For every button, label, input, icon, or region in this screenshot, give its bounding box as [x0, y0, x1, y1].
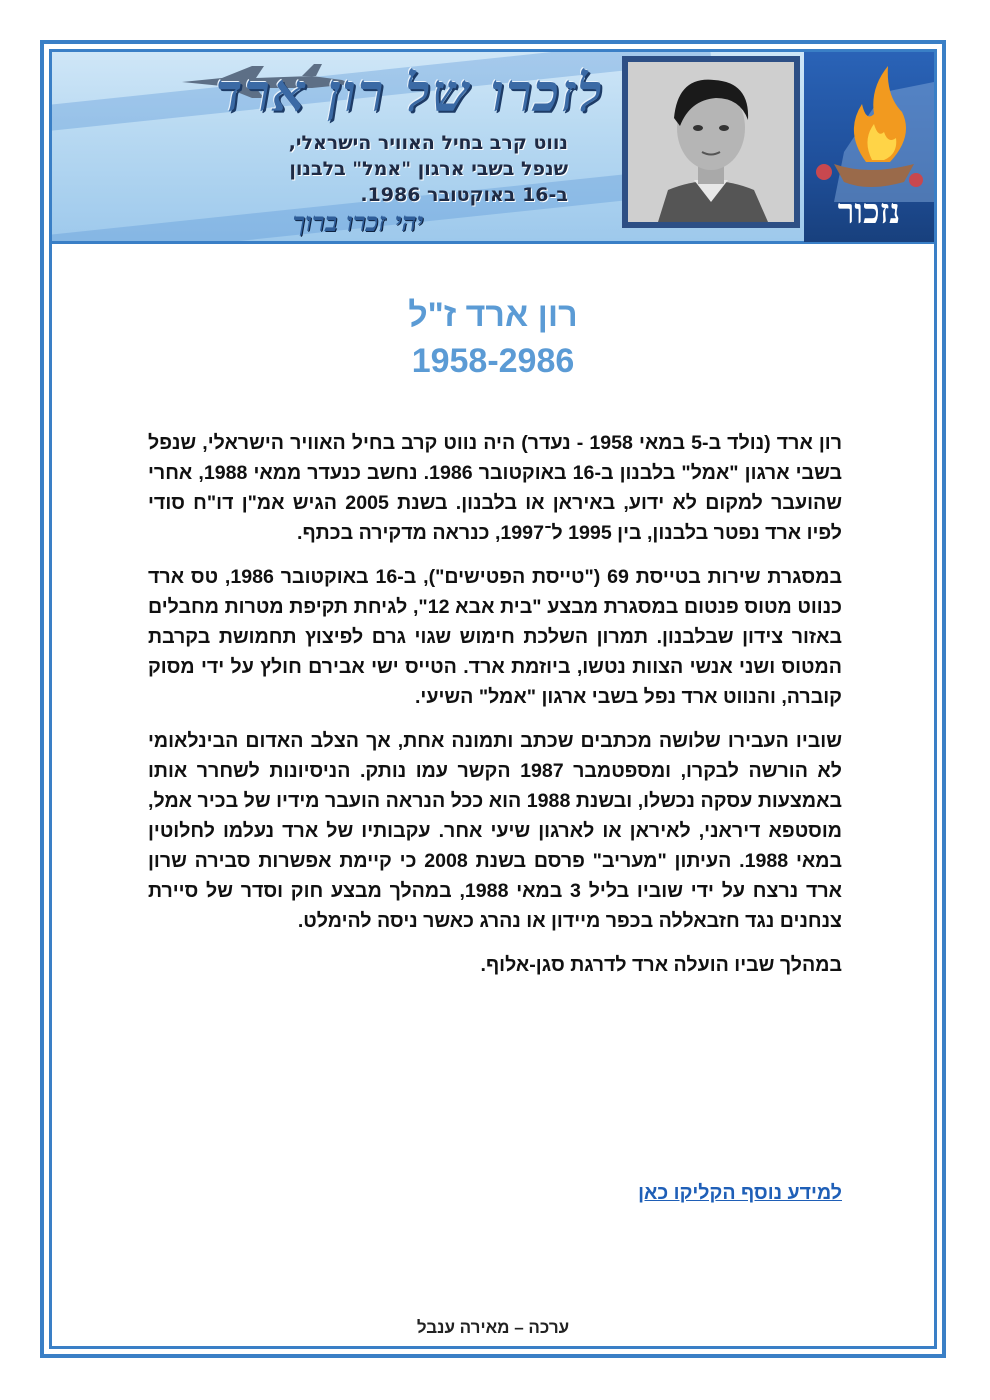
biography-paragraph: רון ארד (נולד ב-5 במאי 1958 - נעדר) היה נווט קרב בחיל האוויר הישראלי, שנפל בשבי ארגון "אמל" בלבנון ב-16 באוקטובר 1986. נחשב כנעדר ממאי 1988, אחרי שהועבר למקום לא ידוע, באיראן או בלבנון. בשנת 2005 הגיש אמ"ן דו"ח סודי לפיו ארד נפטר בלבנון, בין 1995 ל־1997, כנראה מדקירה בכתף.	[148, 432, 843, 544]
portrait-frame	[622, 56, 800, 228]
more-info-link[interactable]: למידע נוסף הקליקו כאן	[638, 1182, 842, 1204]
banner-blessing: יהי זכרו ברוך	[292, 208, 424, 238]
biography-paragraph: במהלך שביו הועלה ארד לדרגת סגן-אלוף.	[480, 954, 842, 976]
banner-subtitle-line: נווט קרב בחיל האוויר הישראלי,	[288, 132, 568, 154]
editor-credit: ערכה – מאירה ענבל	[416, 1318, 570, 1337]
banner-subtitle-line: ב-16 באוקטובר 1986.	[360, 184, 568, 206]
portrait-figure	[628, 62, 794, 222]
remember-panel	[804, 52, 934, 242]
banner-subtitle	[98, 130, 568, 208]
banner-title: לזכרו של רון ארד	[215, 63, 604, 124]
memorial-name-heading: רון ארד ז"ל	[408, 296, 578, 334]
biography-paragraph: שוביו העבירו שלושה מכתבים שכתב ותמונה אחת, אך הצלב האדום הבינלאומי לא הורשה לבקרו, ומספטמבר 1987 הקשר עמו נותק. הניסיונות לשחרר אותו באמצעות עסקה נכשלו, ובשנת 1988 הוא ככל הנראה הועבר מידיו של בכיר אמל, מוסטפא דיראני, לאיראן או לארגון שיעי אחר. עקבותיו של ארד נעלמו לחלוטין במאי 1988. העיתון "מעריב" פרסם בשנת 2008 כי קיימת אפשרות סבירה שרון ארד נרצח על ידי שוביו בליל 3 במאי 1988, במהלך מבצע חוק וסדר של סיירת צנחנים נגד חזבאללה בכפר מיידון או נהרג כאשר ניסה להימלט.	[148, 730, 843, 932]
biography-text	[148, 428, 842, 994]
remember-word: נזכור	[837, 192, 901, 232]
portrait-photo	[628, 62, 794, 222]
memorial-banner	[52, 52, 934, 244]
biography-paragraph: במסגרת שירות בטייסת 69 ("טייסת הפטישים"), ב-16 באוקטובר 1986, טס ארד כנווט מטוס פנטום במסגרת מבצע "בית אבא 12", לגיחת תקיפת מטרות מחבלים באזור צידון שבלבנון. תמרון השלכת חימוש שגוי גרם לפיצוץ תחמושת בקרבת המטוס ושני אנשי הצוות נטשו, ביוזמת ארד. הטייס ישי אבירם חולץ על ידי מסוק קוברה, והנווט ארד נפל בשבי ארגון "אמל" השיעי.	[148, 566, 842, 708]
memorial-years-heading: 1958-2986	[411, 342, 575, 380]
banner-subtitle-line: שנפל בשבי ארגון "אמל" בלבנון	[289, 158, 568, 180]
memorial-flame-icon	[804, 52, 934, 202]
